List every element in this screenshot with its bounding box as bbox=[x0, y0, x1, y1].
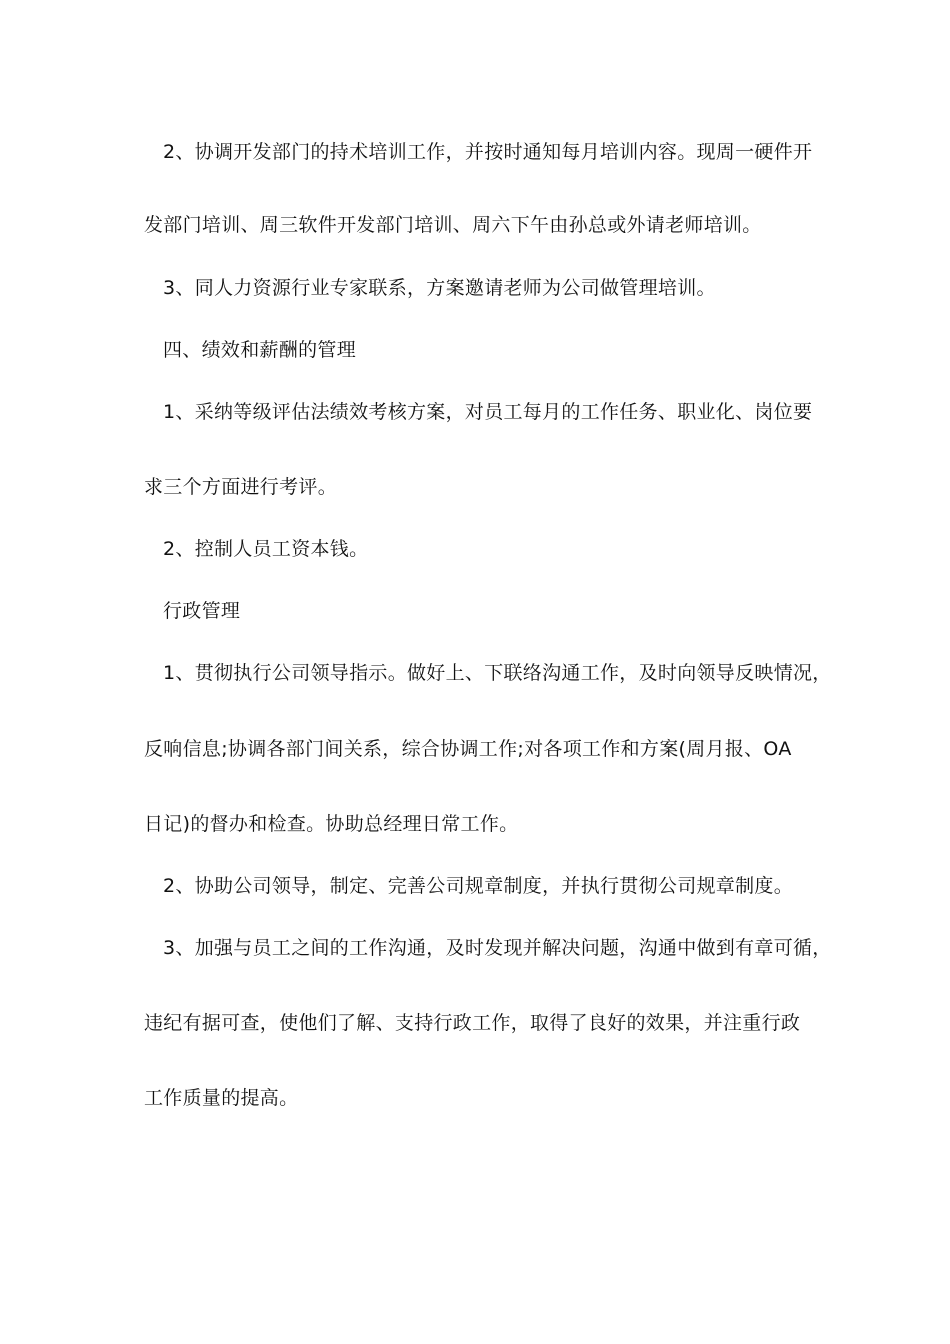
paragraph-training-3: 3、同人力资源行业专家联系，方案邀请老师为公司做管理培训。 bbox=[163, 277, 716, 299]
section-heading-performance: 四、绩效和薪酬的管理 bbox=[163, 339, 357, 361]
paragraph-admin-2: 2、协助公司领导，制定、完善公司规章制度，并执行贯彻公司规章制度。 bbox=[163, 875, 793, 897]
paragraph-admin-1-line-2: 反响信息;协调各部门间关系，综合协调工作;对各项工作和方案(周月报、OA bbox=[144, 738, 792, 760]
paragraph-performance-1-line-1: 1、采纳等级评估法绩效考核方案，对员工每月的工作任务、职业化、岗位要 bbox=[163, 401, 813, 423]
paragraph-admin-3-line-1: 3、加强与员工之间的工作沟通，及时发现并解决问题，沟通中做到有章可循， bbox=[163, 937, 832, 959]
paragraph-training-2-line-2: 发部门培训、周三软件开发部门培训、周六下午由孙总或外请老师培训。 bbox=[144, 214, 762, 236]
paragraph-training-2-line-1: 2、协调开发部门的持术培训工作，并按时通知每月培训内容。现周一硬件开 bbox=[163, 141, 813, 163]
paragraph-admin-1-line-1: 1、贯彻执行公司领导指示。做好上、下联络沟通工作，及时向领导反映情况， bbox=[163, 662, 832, 684]
paragraph-performance-1-line-2: 求三个方面进行考评。 bbox=[144, 476, 338, 498]
paragraph-admin-3-line-3: 工作质量的提高。 bbox=[144, 1087, 299, 1109]
paragraph-performance-2: 2、控制人员工资本钱。 bbox=[163, 538, 369, 560]
section-heading-admin: 行政管理 bbox=[163, 600, 241, 622]
paragraph-admin-1-line-3: 日记)的督办和检查。协助总经理日常工作。 bbox=[144, 813, 519, 835]
paragraph-admin-3-line-2: 违纪有据可查，使他们了解、支持行政工作，取得了良好的效果，并注重行政 bbox=[144, 1012, 801, 1034]
